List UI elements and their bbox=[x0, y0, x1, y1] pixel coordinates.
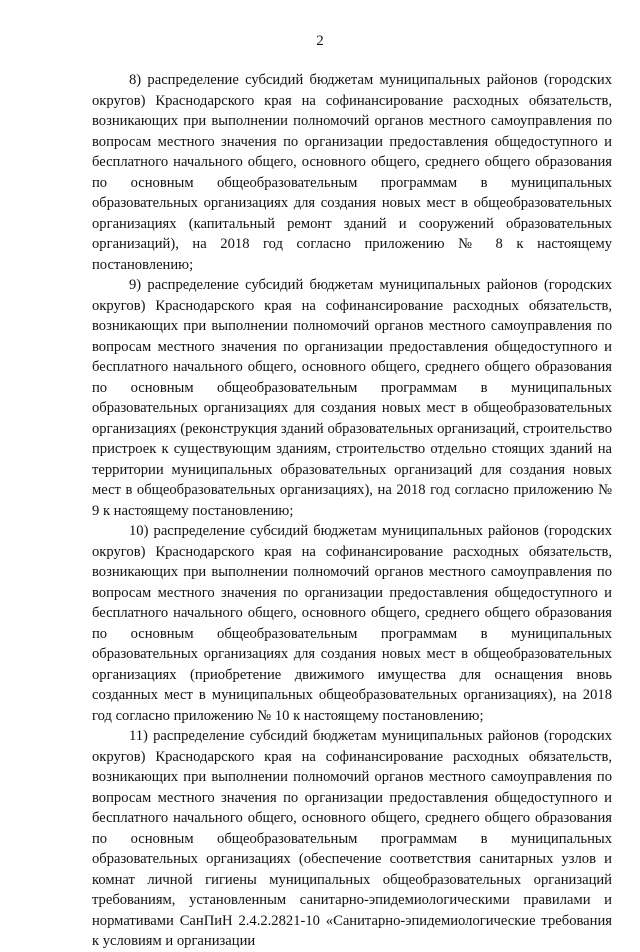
document-body bbox=[92, 70, 612, 952]
paragraph-item-8: 8) распределение субсидий бюджетам муниципальных районов (городских округов) Краснодарского края на софинансирование расходных обязательств, возникающих при выполнении полномочий органов местного самоуправления по вопросам местного значения по организации предоставления общедоступного и бесплатного начального общего, основного общего, среднего общего образования по основным общеобразовательным программам в муниципальных образовательных организациях для создания новых мест в общеобразовательных организациях (капитальный ремонт зданий и сооружений образовательных организаций), на 2018 год согласно приложению № 8 к настоящему постановлению; bbox=[92, 72, 612, 273]
paragraph-item-11: 11) распределение субсидий бюджетам муниципальных районов (городских округов) Краснодарского края на софинансирование расходных обязательств, возникающих при выполнении полномочий органов местного самоуправления по вопросам местного значения по организации предоставления общедоступного и бесплатного начального общего, основного общего, среднего общего образования по основным общеобразовательным программам в муниципальных образовательных организациях (обеспечение соответствия санитарных узлов и комнат личной гигиены муниципальных общеобразовательных организаций требованиям, установленным санитарно-эпидемиологическими правилами и нормативами СанПиН 2.4.2.2821-10 «Санитарно-эпидемиологические требования к условиям и организации bbox=[92, 728, 612, 949]
paragraph-item-9: 9) распределение субсидий бюджетам муниципальных районов (городских округов) Краснодарского края на софинансирование расходных обязательств, возникающих при выполнении полномочий органов местного самоуправления по вопросам местного значения по организации предоставления общедоступного и бесплатного начального общего, основного общего, среднего общего образования по основным общеобразовательным программам в муниципальных образовательных организациях для создания новых мест в общеобразовательных организациях (реконструкция зданий образовательных организаций, строительство пристроек к существующим зданиям, строительство отдельно стоящих зданий на территории муниципальных образовательных организаций для создания новых мест в общеобразовательных организациях), на 2018 год согласно приложению № 9 к настоящему постановлению; bbox=[92, 277, 612, 519]
page-number: 2 bbox=[316, 33, 324, 49]
paragraph-item-10: 10) распределение субсидий бюджетам муниципальных районов (городских округов) Краснодарского края на софинансирование расходных обязательств, возникающих при выполнении полномочий органов местного самоуправления по вопросам местного значения по организации предоставления общедоступного и бесплатного начального общего, основного общего, среднего общего образования по основным общеобразовательным программам в муниципальных образовательных организациях для создания новых мест в общеобразовательных организациях (приобретение движимого имущества для оснащения вновь созданных мест в муниципальных общеобразовательных организациях), на 2018 год согласно приложению № 10 к настоящему постановлению; bbox=[92, 523, 612, 724]
